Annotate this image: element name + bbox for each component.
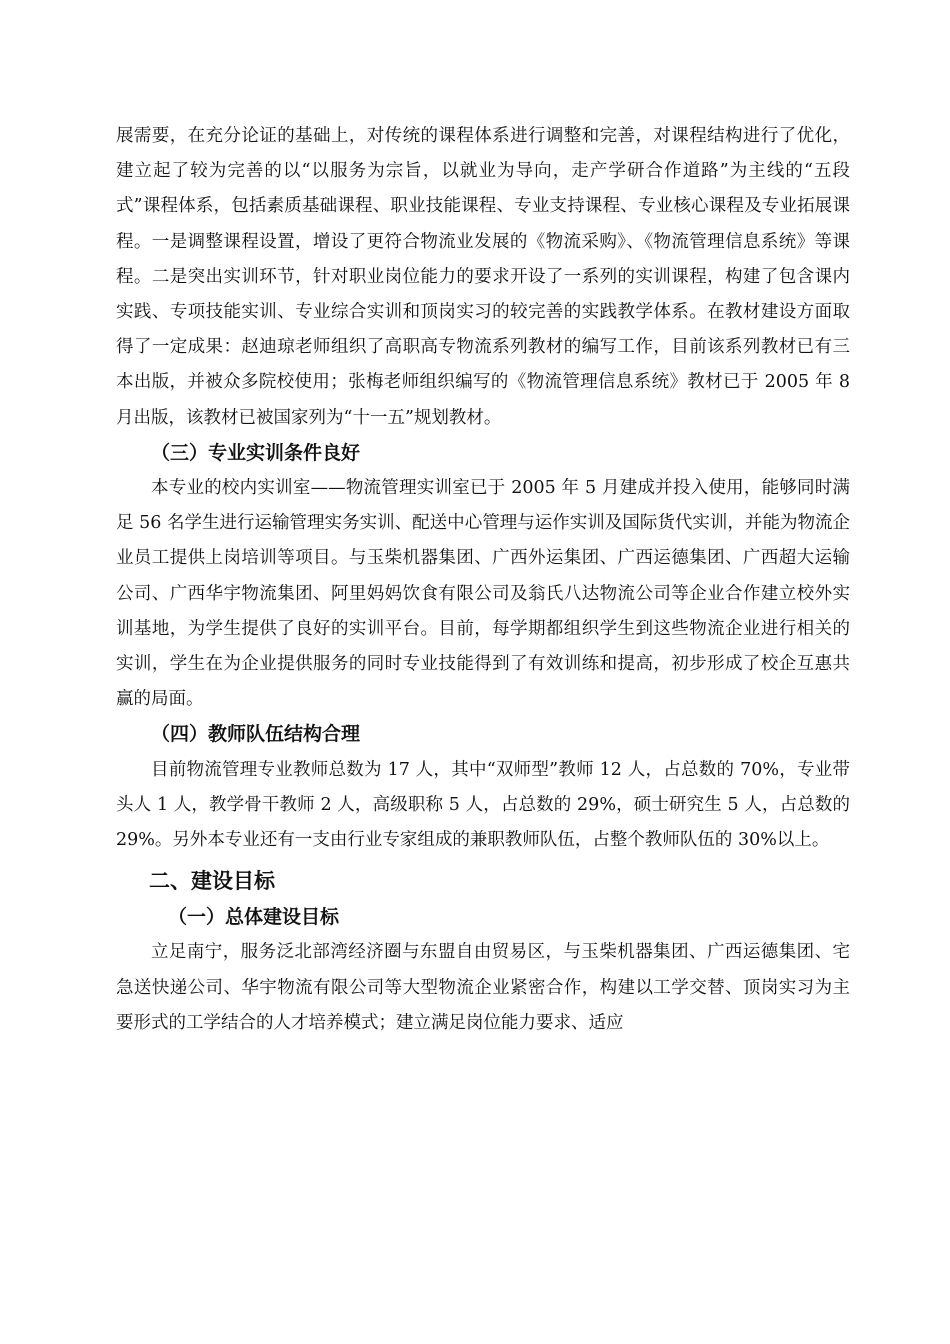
document-page — [116, 119, 850, 1041]
heading-training-conditions: （三）专业实训条件良好 — [151, 441, 361, 464]
paragraph-overall-goals: 立足南宁，服务泛北部湾经济圈与东盟自由贸易区，与玉柴机器集团、广西运德集团、宅急送快递公司、华宇物流有限公司等大型物流企业紧密合作，构建以工学交替、顶岗实习为主要形式的工学结合的人才培养模式；建立满足岗位能力要求、适应 — [116, 942, 850, 1033]
heading-construction-goals: 二、建设目标 — [149, 869, 275, 894]
heading-overall-goals: （一）总体建设目标 — [168, 906, 340, 929]
heading-teacher-team: （四）教师队伍结构合理 — [151, 723, 361, 746]
paragraph-training-conditions: 本专业的校内实训室——物流管理实训室已于 2005 年 5 月建成并投入使用，能够同时满足 56 名学生进行运输管理实务实训、配送中心管理与运作实训及国际货代实训，并能为物流企业员工提供上岗培训等项目。与玉柴机器集团、广西外运集团、广西运德集团、广西超大运输公司、广西华宇物流集团、阿里妈妈饮食有限公司及翁氏八达物流公司等企业合作建立校外实训基地，为学生提供了良好的实训平台。目前，每学期都组织学生到这些物流企业进行相关的实训，学生在为企业提供服务的同时专业技能得到了有效训练和提高，初步形成了校企互惠共赢的局面。 — [116, 478, 850, 710]
paragraph-teacher-team: 目前物流管理专业教师总数为 17 人，其中“双师型”教师 12 人，占总数的 70%，专业带头人 1 人，教学骨干教师 2 人，高级职称 5 人，占总数的 29%，硕士研究生 5 人，占总数的 29%。另外本专业还有一支由行业专家组成的兼职教师队伍，占整个教师队伍的 30%以上。 — [116, 759, 850, 851]
paragraph-curriculum: 展需要，在充分论证的基础上，对传统的课程体系进行调整和完善，对课程结构进行了优化，建立起了较为完善的以“以服务为宗旨，以就业为导向，走产学研合作道路”为主线的“五段式”课程体系，包括素质基础课程、职业技能课程、专业支持课程、专业核心课程及专业拓展课程。一是调整课程设置，增设了更符合物流业发展的《物流采购》、《物流管理信息系统》等课程。二是突出实训环节，针对职业岗位能力的要求开设了一系列的实训课程，构建了包含课内实践、专项技能实训、专业综合实训和顶岗实习的较完善的实践教学体系。在教材建设方面取得了一定成果：赵迪琼老师组织了高职高专物流系列教材的编写工作，目前该系列教材已有三本出版，并被众多院校使用；张梅老师组织编写的《物流管理信息系统》教材已于 2005 年 8 月出版，该教材已被国家列为“十一五”规划教材。 — [116, 126, 850, 428]
